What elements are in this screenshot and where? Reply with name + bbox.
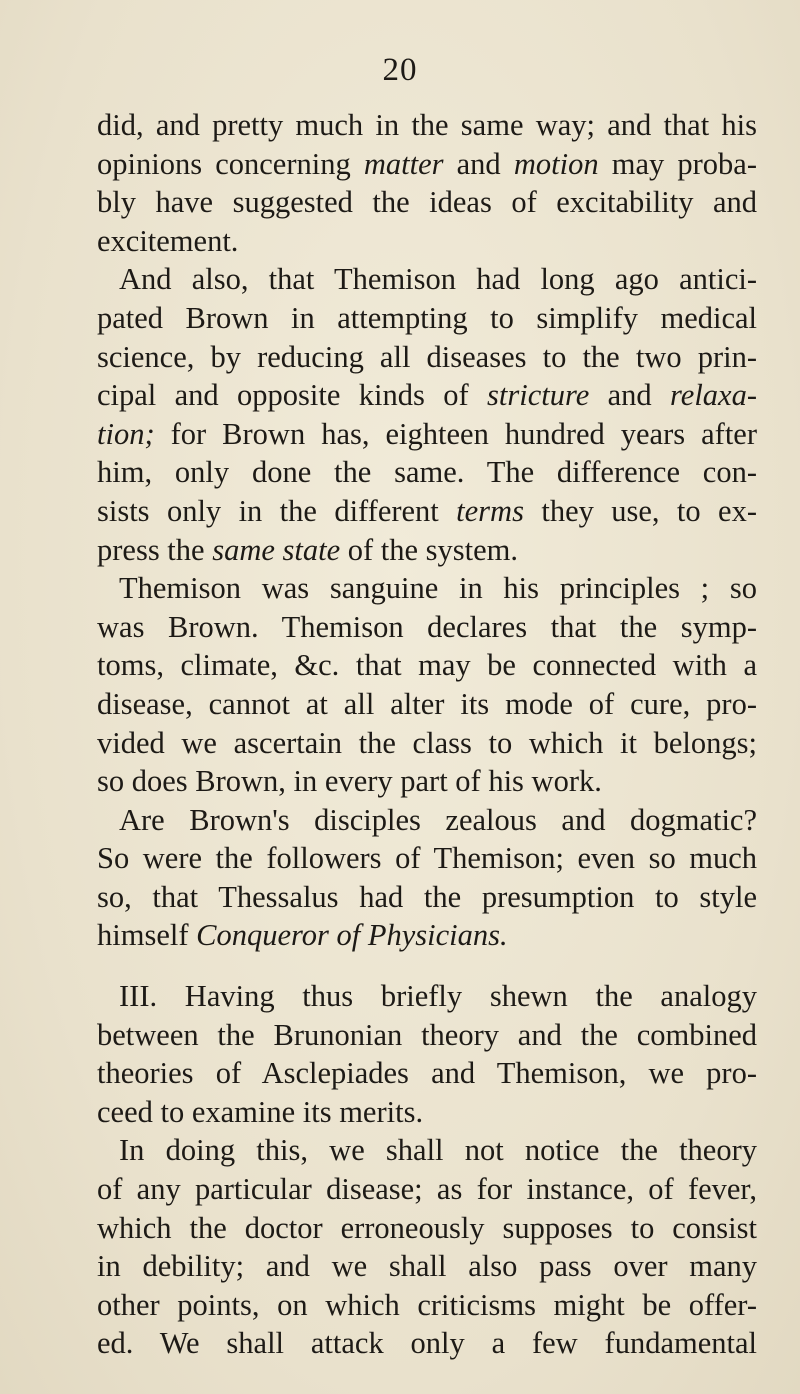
italic-phrase: stricture [487, 378, 590, 413]
text-line [97, 977, 757, 1016]
text-run: was Brown. Themison declares that the symp- [97, 609, 757, 644]
text-line [97, 1286, 757, 1325]
text-run: press the [97, 532, 213, 567]
paragraph-gap [97, 955, 757, 977]
text-run: bly have suggested the ideas of excitability and [97, 185, 757, 220]
text-line [97, 1054, 757, 1093]
text-run: pated Brown in attempting to simplify medical [97, 300, 757, 335]
text-line [97, 453, 757, 492]
text-run: which the doctor erroneously supposes to consist [97, 1210, 757, 1245]
italic-phrase: motion [513, 146, 599, 181]
text-run: him, only done the same. The difference con- [97, 455, 757, 490]
text-line [97, 531, 757, 570]
text-run: of any particular disease; as for instance, of fever, [97, 1172, 757, 1207]
text-run: for Brown has, eighteen hundred years after [154, 416, 757, 451]
text-run: and [443, 146, 514, 181]
text-line [97, 376, 757, 415]
text-run: so does Brown, in every part of his work. [97, 764, 602, 799]
text-line [97, 183, 757, 222]
text-run: sists only in the different [97, 493, 457, 528]
text-line [97, 916, 757, 955]
text-line [97, 415, 757, 454]
text-line [97, 338, 757, 377]
text-run: other points, on which criticisms might be offer- [97, 1287, 757, 1322]
italic-phrase: relaxa- [670, 378, 757, 413]
text-run: between the Brunonian theory and the combined [97, 1017, 757, 1052]
text-run: science, by reducing all diseases to the two prin- [97, 339, 757, 374]
text-run: opinions concerning [97, 146, 364, 181]
italic-phrase: matter [363, 146, 444, 181]
text-run: Are Brown's disciples zealous and dogmatic? [119, 802, 757, 837]
text-run: theories of Asclepiades and Themison, we pro- [97, 1056, 757, 1091]
text-line [97, 878, 757, 917]
text-run: excitement. [97, 223, 239, 258]
text-line [97, 1016, 757, 1055]
text-line [97, 1131, 757, 1170]
text-line [97, 1324, 757, 1363]
text-line [97, 762, 757, 801]
text-line [97, 1247, 757, 1286]
text-run: may proba- [598, 146, 757, 181]
text-run: So were the followers of Themison; even so much [97, 841, 757, 876]
text-line [97, 222, 757, 261]
italic-phrase: same state [212, 532, 341, 567]
text-run: Themison was sanguine in his principles ; so [119, 571, 757, 606]
text-line [97, 646, 757, 685]
text-line [97, 492, 757, 531]
text-line [97, 569, 757, 608]
page-number: 20 [382, 52, 418, 88]
text-run: and [589, 378, 671, 413]
text-run: vided we ascertain the class to which it belongs; [97, 725, 757, 760]
text-run: And also, that Themison had long ago antici- [119, 262, 757, 297]
italic-phrase: terms [456, 493, 524, 528]
text-run: himself [97, 918, 197, 953]
text-run: did, and pretty much in the same way; and that his [97, 108, 757, 142]
text-run: so, that Thessalus had the presumption to style [97, 879, 757, 914]
text-run: disease, cannot at all alter its mode of cure, pro- [97, 686, 757, 721]
text-run: ceed to examine its merits. [97, 1094, 424, 1129]
text-run: toms, climate, &c. that may be connected with a [97, 648, 757, 683]
body-text [97, 106, 757, 1363]
text-run: III. Having thus briefly shewn the analogy [119, 979, 757, 1014]
text-run: of the system. [340, 532, 519, 567]
text-line [97, 1209, 757, 1248]
text-line [97, 801, 757, 840]
text-line [97, 1170, 757, 1209]
text-run: cipal and opposite kinds of [97, 378, 488, 413]
text-line [97, 260, 757, 299]
text-run: ed. We shall attack only a few fundamental [97, 1326, 757, 1361]
text-line [97, 145, 757, 184]
text-line [97, 299, 757, 338]
text-line [97, 1093, 757, 1132]
text-line [97, 608, 757, 647]
text-run: In doing this, we shall not notice the theory [119, 1133, 757, 1168]
text-line [97, 106, 757, 145]
italic-phrase: tion; [97, 416, 155, 451]
text-run: they use, to ex- [523, 493, 757, 528]
text-line [97, 685, 757, 724]
text-line [97, 724, 757, 763]
text-run: in debility; and we shall also pass over many [97, 1249, 757, 1284]
italic-phrase: Conqueror of Physicians. [196, 918, 508, 953]
text-line [97, 839, 757, 878]
